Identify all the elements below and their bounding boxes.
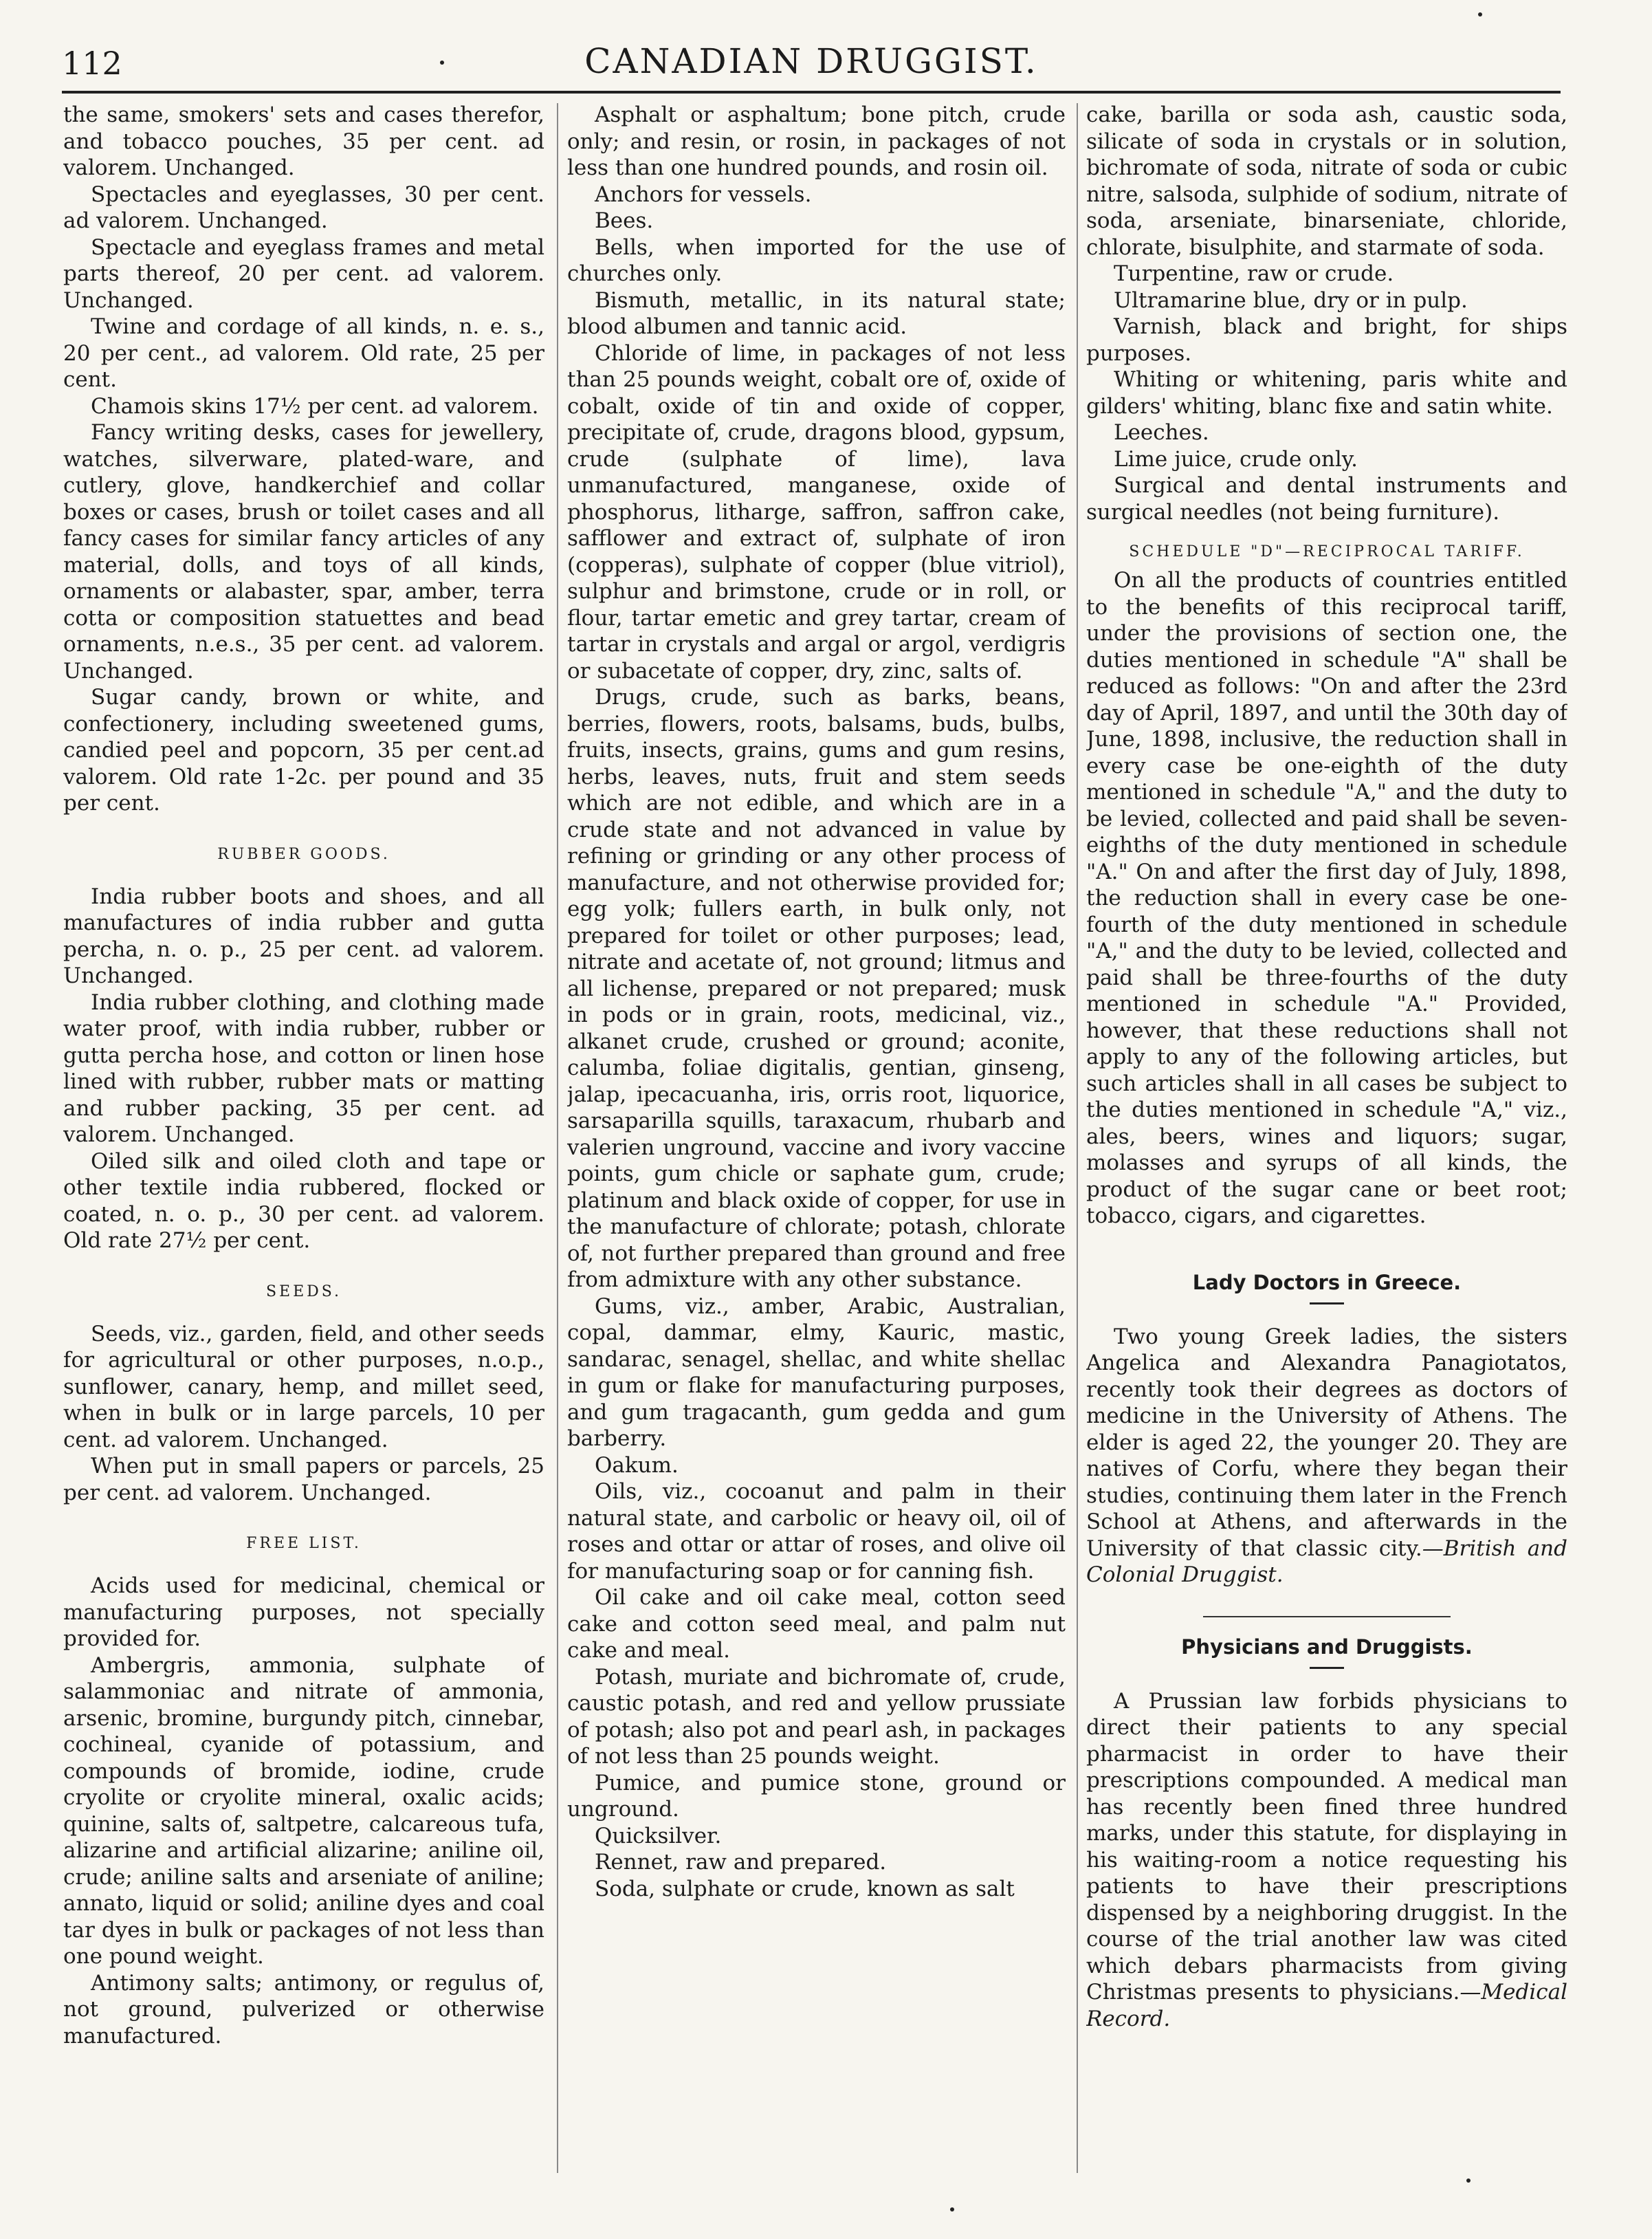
print-speck (1478, 12, 1482, 17)
column-2 (567, 102, 1066, 1902)
paragraph: Bells, when imported for the use of churches only. (567, 234, 1066, 286)
paragraph: Drugs, crude, such as barks, beans, berries, flowers, roots, balsams, buds, bulbs, fruits, insects, grains, gums and gum resins, herbs, leaves, nuts, fruit and stem seeds which are not edible, and which are in a crude state and not advanced in value by refining or grinding or any other process of manufacture, and not otherwise provided for; egg yolk; fullers earth, in bulk only, not prepared for toilet or other purposes; lead, nitrate and acetate of, not ground; litmus and all lichense, prepared or not prepared; musk in pods or in grain, roots, medicinal, viz., alkanet crude, crushed or ground; aconite, calumba, foliae digitalis, gentian, ginseng, jalap, ipecacuanha, iris, orris root, liquorice, sarsaparilla squills, taraxacum, rhubarb and valerien unground, vaccine and ivory vaccine points, gum chicle or saphate gum, crude; platinum and black oxide of copper, for use in the manufacture of chlorate; potash, chlorate of, not further prepared than ground and free from admixture with any other substance. (567, 685, 1066, 1292)
paragraph: Oiled silk and oiled cloth and tape or other textile india rubbered, flocked or coated, n. o. p., 30 per cent. ad valorem. Old rate 27½ per cent. (63, 1148, 544, 1253)
paragraph: the same, smokers' sets and cases therefor, and tobacco pouches, 35 per cent. ad valorem. Unchanged. (63, 102, 544, 180)
column-1 (63, 102, 544, 2049)
article-title: Lady Doctors in Greece. (1192, 1270, 1462, 1294)
print-speck (1466, 2178, 1471, 2183)
article-text: Two young Greek ladies, the sisters Angelica and Alexandra Panagiotatos, recently took their degrees as doctors of medicine in the University of Athens. The elder is aged 22, the younger 20. They are natives of Corfu, where they began their studies, continuing them later in the French School at Athens, and afterwards in the University of that classic city. (1086, 1324, 1567, 1561)
paragraph: Potash, muriate and bichromate of, crude, caustic potash, and red and yellow prussiate of potash; also pot and pearl ash, in packages of not less than 25 pounds weight. (567, 1664, 1066, 1769)
paragraph: Leeches. (1114, 420, 1209, 445)
section-heading-seeds: SEEDS. (265, 1282, 342, 1300)
paragraph: Sugar candy, brown or white, and confectionery, including sweetened gums, candied peel and popcorn, 35 per cent.ad valorem. Old rate 1-2c. per pound and 35 per cent. (63, 685, 544, 816)
paragraph: Oakum. (595, 1452, 679, 1478)
article-body (1086, 1324, 1567, 1588)
column-3 (1086, 102, 1567, 2032)
paragraph: Ultramarine blue, dry or in pulp. (1114, 287, 1468, 313)
paragraph: Varnish, black and bright, for ships purposes. (1086, 314, 1567, 366)
page-header (62, 38, 1561, 93)
title-rule (1310, 1302, 1344, 1304)
paragraph: Antimony salts; antimony, or regulus of, not ground, pulverized or otherwise manufactured. (63, 1970, 544, 2049)
paragraph: Spectacles and eyeglasses, 30 per cent. ad valorem. Unchanged. (63, 182, 544, 233)
paragraph: Chloride of lime, in packages of not less than 25 pounds weight, cobalt ore of, oxide of cobalt, oxide of tin and oxide of copper, precipitate of, crude, dragons blood, gypsum, crude (sulphate of lime), lava unmanufactured, manganese, oxide of phosphorus, litharge, saffron, saffron cake, safflower and extract of, sulphate of iron (copperas), sulphate of copper (blue vitriol), sulphur and brimstone, crude or in roll, or flour, tartar emetic and grey tartar, cream of tartar in crystals and argal or argol, verdigris or subacetate of copper, dry, zinc, salts of. (567, 340, 1066, 684)
paragraph: Oil cake and oil cake meal, cotton seed cake and cotton seed meal, and palm nut cake and meal. (567, 1585, 1066, 1663)
page-number: 112 (62, 45, 122, 82)
paragraph: Asphalt or asphaltum; bone pitch, crude only; and resin, or rosin, in packages of not less than one hundred pounds, and rosin oil. (567, 102, 1066, 180)
section-heading-schedule-d: SCHEDULE "D"—RECIPROCAL TARIFF. (1129, 543, 1525, 560)
paragraph: Soda, sulphate or crude, known as salt (595, 1876, 1015, 1901)
paragraph: Quicksilver. (595, 1823, 722, 1848)
column-divider (557, 103, 558, 2173)
article-text: A Prussian law forbids physicians to direct their patients to any special pharmacist in order to have their prescriptions compounded. A medical man has recently been fined three hundred marks, under this statute, for displaying in his waiting-room a notice requesting his patients to have their prescriptions dispensed by a neighboring druggist. In the course of the trial another law was cited which debars pharmacists from giving Christmas presents to physicians. (1086, 1688, 1567, 2005)
paragraph: Oils, viz., cocoanut and palm in their natural state, and carbolic or heavy oil, oil of roses and ottar or attar of roses, and olive oil for manufacturing soap or for canning fish. (567, 1479, 1066, 1584)
paragraph: On all the products of countries entitled to the benefits of this reciprocal tariff, under the provisions of section one, the duties mentioned in schedule "A" shall be reduced as follows: "On and after the 23rd day of April, 1897, and until the 30th day of June, 1898, inclusive, the reduction shall in every case be one-eighth of the duty mentioned in schedule "A," and the duty to be levied, collected and paid shall be seven-eighths of the duty mentioned in schedule "A." On and after the first day of July, 1898, the reduction shall in every case be one-fourth of the duty mentioned in schedule "A," and the duty to be levied, collected and paid shall be three-fourths of the duty mentioned in schedule "A." Provided, however, that these reductions shall not apply to any of the following articles, but such articles shall in all cases be subject to the duties mentioned in schedule "A," viz., ales, beers, wines and liquors; sugar, molasses and syrups of all kinds, the product of the sugar cane or beet root; tobacco, cigars, and cigarettes. (1086, 568, 1567, 1228)
section-heading-free-list: FREE LIST. (246, 1535, 362, 1552)
paragraph: Bees. (595, 208, 654, 233)
paragraph: Fancy writing desks, cases for jewellery, watches, silverware, plated-ware, and cutlery, glove, handkerchief and collar boxes or cases, brush or toilet cases and all fancy cases for similar fancy articles of any material, dolls, and toys of all kinds, ornaments or alabaster, spar, amber, terra cotta or composition statuettes and bead ornaments, n.e.s., 35 per cent. ad valorem. Unchanged. (63, 420, 544, 684)
paragraph: Seeds, viz., garden, field, and other seeds for agricultural or other purposes, n.o.p., sunflower, canary, hemp, and millet seed, when in bulk or in large parcels, 10 per cent. ad valorem. Unchanged. (63, 1321, 544, 1452)
paragraph: Spectacle and eyeglass frames and metal parts thereof, 20 per cent. ad valorem. Unchanged. (63, 234, 544, 313)
title-rule (1310, 1667, 1344, 1669)
paragraph: Anchors for vessels. (595, 182, 812, 207)
paragraph: Rennet, raw and prepared. (595, 1850, 887, 1875)
paragraph: Lime juice, crude only. (1114, 446, 1358, 472)
paragraph: Pumice, and pumice stone, ground or unground. (567, 1770, 1066, 1822)
paragraph: When put in small papers or parcels, 25 per cent. ad valorem. Unchanged. (63, 1454, 544, 1505)
header-rule (62, 91, 1561, 94)
paragraph: Acids used for medicinal, chemical or manufacturing purposes, not specially provided for. (63, 1573, 544, 1651)
section-heading-rubber-goods: RUBBER GOODS. (217, 845, 390, 863)
article-source: —Medical Record. (1086, 1980, 1567, 2031)
paragraph: Bismuth, metallic, in its natural state; blood albumen and tannic acid. (567, 287, 1066, 339)
article-source: —British and Colonial Druggist. (1086, 1536, 1567, 1587)
paragraph: India rubber clothing, and clothing made water proof, with india rubber, rubber or gutta percha hose, and cotton or linen hose lined with rubber, rubber mats or matting and rubber packing, 35 per cent. ad valorem. Unchanged. (63, 990, 544, 1147)
article-divider (1203, 1616, 1451, 1617)
paragraph: Ambergris, ammonia, sulphate of salammoniac and nitrate of ammonia, arsenic, bromine, burgundy pitch, cinnebar, cochineal, cyanide of potassium, and compounds of bromide, iodine, crude cryolite or cryolite mineral, oxalic acids; quinine, salts of, saltpetre, calcareous tufa, alizarine and artificial alizarine; aniline oil, crude; aniline salts and arseniate of aniline; annato, liquid or solid; aniline dyes and coal tar dyes in bulk or packages of not less than one pound weight. (63, 1652, 544, 1969)
print-speck (440, 61, 444, 65)
running-title: CANADIAN DRUGGIST. (584, 41, 1038, 81)
paragraph: cake, barilla or soda ash, caustic soda, silicate of soda in crystals or in solution, bichromate of soda, nitrate of soda or cubic nitre, salsoda, sulphide of sodium, nitrate of soda, arseniate, binarseniate, chloride, chlorate, bisulphite, and starmate of soda. (1086, 102, 1567, 260)
paragraph: Surgical and dental instruments and surgical needles (not being furniture). (1086, 473, 1567, 525)
paragraph: Gums, viz., amber, Arabic, Australian, copal, dammar, elmy, Kauric, mastic, sandarac, senagel, shellac, and white shellac in gum or flake for manufacturing purposes, and gum tragacanth, gum gedda and gum barberry. (567, 1293, 1066, 1451)
paragraph: Whiting or whitening, paris white and gilders' whiting, blanc fixe and satin white. (1086, 367, 1567, 419)
article-title: Physicians and Druggists. (1181, 1635, 1473, 1659)
print-speck (950, 2207, 954, 2211)
paragraph: Chamois skins 17½ per cent. ad valorem. (91, 393, 539, 419)
article-body (1086, 1688, 1567, 2033)
paragraph: Turpentine, raw or crude. (1114, 261, 1394, 286)
column-divider (1077, 103, 1078, 2173)
paragraph: India rubber boots and shoes, and all manufactures of india rubber and gutta percha, n. o. p., 25 per cent. ad valorem. Unchanged. (63, 884, 544, 988)
paragraph: Twine and cordage of all kinds, n. e. s., 20 per cent., ad valorem. Old rate, 25 per cent. (63, 314, 544, 392)
